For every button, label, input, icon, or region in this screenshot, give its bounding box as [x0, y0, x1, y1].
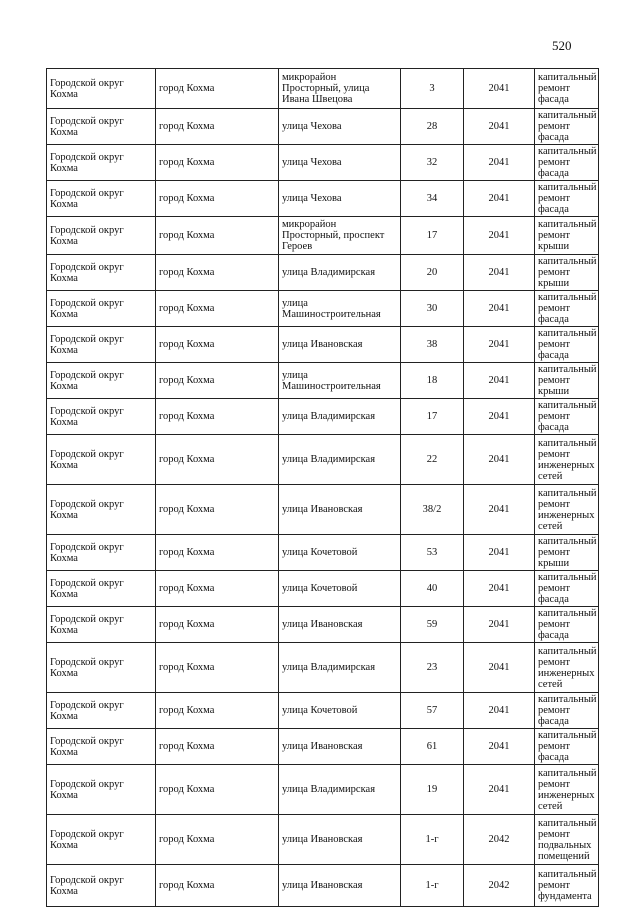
- table-row: [47, 363, 599, 399]
- year-cell: 2041: [464, 181, 535, 217]
- table-row: [47, 571, 599, 607]
- year-cell: 2041: [464, 145, 535, 181]
- house-cell: 38/2: [401, 485, 464, 535]
- table-row: [47, 485, 599, 535]
- house-cell: 17: [401, 217, 464, 255]
- year-cell: 2041: [464, 693, 535, 729]
- work-type-cell: капитальный ремонт фасада: [535, 327, 599, 363]
- city-cell: город Кохма: [156, 693, 279, 729]
- house-cell: 30: [401, 291, 464, 327]
- district-cell: Городской округ Кохма: [47, 571, 156, 607]
- city-cell: город Кохма: [156, 729, 279, 765]
- district-cell: Городской округ Кохма: [47, 109, 156, 145]
- year-cell: 2041: [464, 607, 535, 643]
- district-cell: Городской округ Кохма: [47, 815, 156, 865]
- year-cell: 2041: [464, 291, 535, 327]
- work-type-cell: капитальный ремонт фасада: [535, 145, 599, 181]
- work-type-cell: капитальный ремонт инженерных сетей: [535, 643, 599, 693]
- table-row: [47, 643, 599, 693]
- city-cell: город Кохма: [156, 255, 279, 291]
- year-cell: 2041: [464, 109, 535, 145]
- city-cell: город Кохма: [156, 765, 279, 815]
- house-cell: 40: [401, 571, 464, 607]
- street-cell: микрорайон Просторный, улица Ивана Швецова: [279, 69, 401, 109]
- table-row: [47, 181, 599, 217]
- street-cell: улица Чехова: [279, 181, 401, 217]
- house-cell: 3: [401, 69, 464, 109]
- house-cell: 20: [401, 255, 464, 291]
- work-type-cell: капитальный ремонт инженерных сетей: [535, 765, 599, 815]
- house-cell: 57: [401, 693, 464, 729]
- work-type-cell: капитальный ремонт фасада: [535, 291, 599, 327]
- table-row: [47, 145, 599, 181]
- district-cell: Городской округ Кохма: [47, 435, 156, 485]
- street-cell: улица Владимирская: [279, 399, 401, 435]
- city-cell: город Кохма: [156, 327, 279, 363]
- street-cell: улица Ивановская: [279, 607, 401, 643]
- district-cell: Городской округ Кохма: [47, 291, 156, 327]
- house-cell: 17: [401, 399, 464, 435]
- year-cell: 2041: [464, 435, 535, 485]
- street-cell: улица Машиностроительная: [279, 363, 401, 399]
- work-type-cell: капитальный ремонт фасада: [535, 571, 599, 607]
- district-cell: Городской округ Кохма: [47, 607, 156, 643]
- year-cell: 2041: [464, 69, 535, 109]
- work-type-cell: капитальный ремонт фасада: [535, 399, 599, 435]
- street-cell: улица Кочетовой: [279, 535, 401, 571]
- city-cell: город Кохма: [156, 217, 279, 255]
- city-cell: город Кохма: [156, 535, 279, 571]
- house-cell: 61: [401, 729, 464, 765]
- table-row: [47, 69, 599, 109]
- table-row: [47, 327, 599, 363]
- street-cell: улица Машиностроительная: [279, 291, 401, 327]
- work-type-cell: капитальный ремонт крыши: [535, 217, 599, 255]
- district-cell: Городской округ Кохма: [47, 729, 156, 765]
- street-cell: улица Чехова: [279, 109, 401, 145]
- house-cell: 34: [401, 181, 464, 217]
- work-type-cell: капитальный ремонт фасада: [535, 69, 599, 109]
- house-cell: 28: [401, 109, 464, 145]
- work-type-cell: капитальный ремонт фасада: [535, 693, 599, 729]
- street-cell: улица Ивановская: [279, 865, 401, 907]
- house-cell: 23: [401, 643, 464, 693]
- table-row: [47, 217, 599, 255]
- district-cell: Городской округ Кохма: [47, 485, 156, 535]
- year-cell: 2041: [464, 765, 535, 815]
- registry-table: [46, 68, 599, 907]
- table-row: [47, 535, 599, 571]
- work-type-cell: капитальный ремонт инженерных сетей: [535, 435, 599, 485]
- district-cell: Городской округ Кохма: [47, 217, 156, 255]
- table-row: [47, 815, 599, 865]
- district-cell: Городской округ Кохма: [47, 327, 156, 363]
- work-type-cell: капитальный ремонт инженерных сетей: [535, 485, 599, 535]
- house-cell: 53: [401, 535, 464, 571]
- district-cell: Городской округ Кохма: [47, 643, 156, 693]
- street-cell: улица Ивановская: [279, 327, 401, 363]
- house-cell: 19: [401, 765, 464, 815]
- street-cell: микрорайон Просторный, проспект Героев: [279, 217, 401, 255]
- district-cell: Городской округ Кохма: [47, 69, 156, 109]
- house-cell: 1-г: [401, 815, 464, 865]
- city-cell: город Кохма: [156, 607, 279, 643]
- city-cell: город Кохма: [156, 291, 279, 327]
- year-cell: 2041: [464, 729, 535, 765]
- district-cell: Городской округ Кохма: [47, 399, 156, 435]
- work-type-cell: капитальный ремонт фасада: [535, 729, 599, 765]
- table-row: [47, 607, 599, 643]
- city-cell: город Кохма: [156, 109, 279, 145]
- city-cell: город Кохма: [156, 145, 279, 181]
- work-type-cell: капитальный ремонт фасада: [535, 181, 599, 217]
- street-cell: улица Кочетовой: [279, 571, 401, 607]
- district-cell: Городской округ Кохма: [47, 865, 156, 907]
- city-cell: город Кохма: [156, 435, 279, 485]
- city-cell: город Кохма: [156, 69, 279, 109]
- work-type-cell: капитальный ремонт крыши: [535, 363, 599, 399]
- district-cell: Городской округ Кохма: [47, 181, 156, 217]
- city-cell: город Кохма: [156, 571, 279, 607]
- city-cell: город Кохма: [156, 399, 279, 435]
- city-cell: город Кохма: [156, 815, 279, 865]
- street-cell: улица Владимирская: [279, 255, 401, 291]
- table-row: [47, 109, 599, 145]
- table-row: [47, 693, 599, 729]
- street-cell: улица Владимирская: [279, 435, 401, 485]
- work-type-cell: капитальный ремонт крыши: [535, 535, 599, 571]
- street-cell: улица Чехова: [279, 145, 401, 181]
- table-row: [47, 865, 599, 907]
- table-row: [47, 435, 599, 485]
- year-cell: 2041: [464, 643, 535, 693]
- house-cell: 38: [401, 327, 464, 363]
- street-cell: улица Ивановская: [279, 815, 401, 865]
- year-cell: 2041: [464, 217, 535, 255]
- street-cell: улица Ивановская: [279, 729, 401, 765]
- district-cell: Городской округ Кохма: [47, 535, 156, 571]
- year-cell: 2042: [464, 865, 535, 907]
- work-type-cell: капитальный ремонт фундамента: [535, 865, 599, 907]
- house-cell: 22: [401, 435, 464, 485]
- year-cell: 2041: [464, 535, 535, 571]
- year-cell: 2041: [464, 399, 535, 435]
- street-cell: улица Владимирская: [279, 765, 401, 815]
- city-cell: город Кохма: [156, 865, 279, 907]
- city-cell: город Кохма: [156, 363, 279, 399]
- work-type-cell: капитальный ремонт фасада: [535, 109, 599, 145]
- year-cell: 2041: [464, 571, 535, 607]
- year-cell: 2041: [464, 327, 535, 363]
- city-cell: город Кохма: [156, 485, 279, 535]
- page-number: 520: [552, 38, 572, 53]
- work-type-cell: капитальный ремонт крыши: [535, 255, 599, 291]
- table-row: [47, 729, 599, 765]
- district-cell: Городской округ Кохма: [47, 145, 156, 181]
- work-type-cell: капитальный ремонт подвальных помещений: [535, 815, 599, 865]
- house-cell: 18: [401, 363, 464, 399]
- year-cell: 2041: [464, 255, 535, 291]
- street-cell: улица Кочетовой: [279, 693, 401, 729]
- year-cell: 2041: [464, 485, 535, 535]
- street-cell: улица Ивановская: [279, 485, 401, 535]
- district-cell: Городской округ Кохма: [47, 765, 156, 815]
- district-cell: Городской округ Кохма: [47, 363, 156, 399]
- district-cell: Городской округ Кохма: [47, 255, 156, 291]
- table-row: [47, 255, 599, 291]
- house-cell: 59: [401, 607, 464, 643]
- year-cell: 2041: [464, 363, 535, 399]
- table-row: [47, 765, 599, 815]
- table-row: [47, 291, 599, 327]
- house-cell: 32: [401, 145, 464, 181]
- house-cell: 1-г: [401, 865, 464, 907]
- work-type-cell: капитальный ремонт фасада: [535, 607, 599, 643]
- street-cell: улица Владимирская: [279, 643, 401, 693]
- year-cell: 2042: [464, 815, 535, 865]
- city-cell: город Кохма: [156, 181, 279, 217]
- table-row: [47, 399, 599, 435]
- city-cell: город Кохма: [156, 643, 279, 693]
- district-cell: Городской округ Кохма: [47, 693, 156, 729]
